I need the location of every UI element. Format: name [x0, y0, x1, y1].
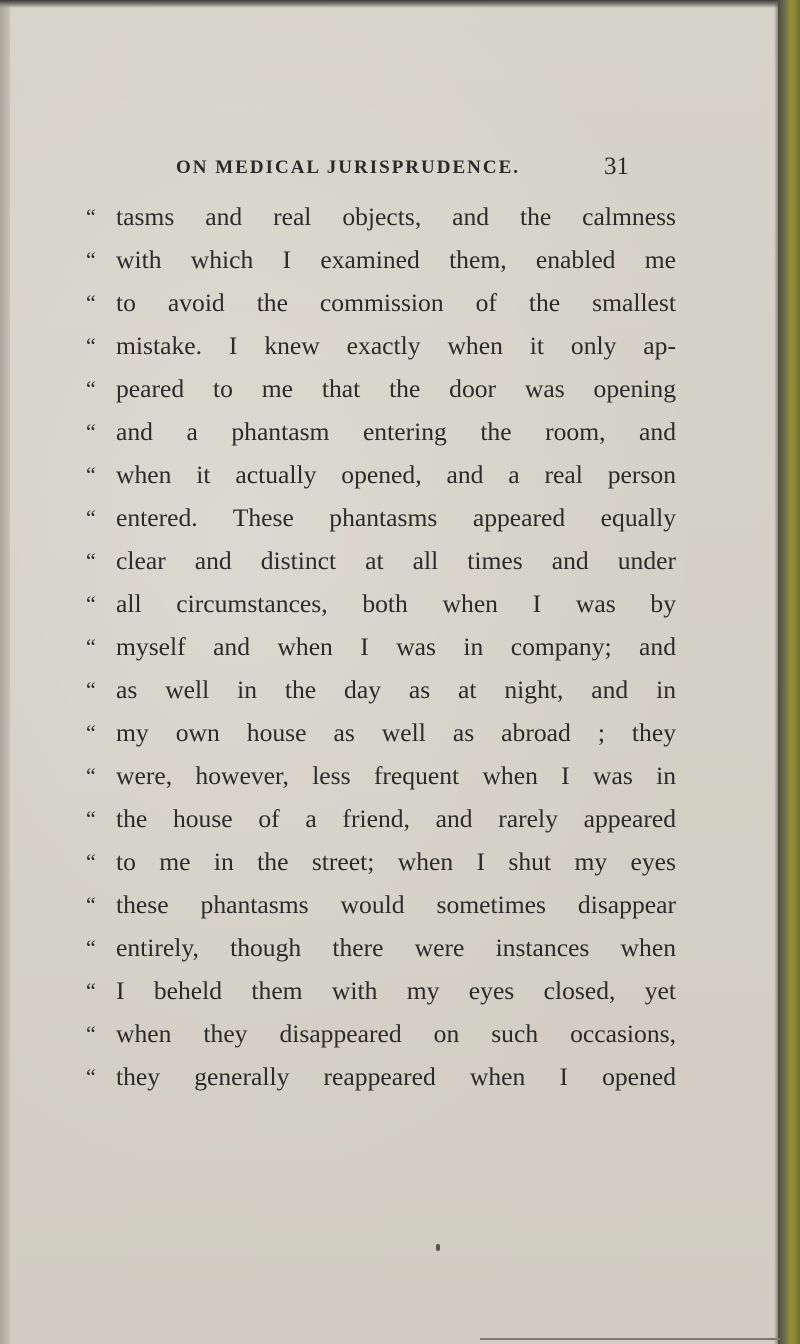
line-text: when it actually opened, and a real person [116, 460, 676, 489]
line-text: as well in the day as at night, and in [116, 675, 676, 704]
quote-mark: “ [86, 376, 96, 401]
quote-mark: “ [86, 806, 96, 831]
book-binding-edge [778, 0, 800, 1344]
text-line [86, 410, 676, 453]
text-line [86, 324, 676, 367]
quote-mark: “ [86, 720, 96, 745]
page-top-edge-shadow [0, 0, 780, 8]
quote-mark: “ [86, 978, 96, 1003]
line-text: to avoid the commission of the smallest [116, 288, 676, 317]
text-line [86, 496, 676, 539]
text-line [86, 926, 676, 969]
text-line [86, 969, 676, 1012]
quote-mark: “ [86, 548, 96, 573]
ink-fleck [436, 1244, 440, 1251]
text-line [86, 238, 676, 281]
quote-mark: “ [86, 1021, 96, 1046]
text-line [86, 1055, 676, 1098]
line-text: with which I examined them, enabled me [116, 245, 676, 274]
text-line [86, 582, 676, 625]
quote-mark: “ [86, 333, 96, 358]
line-text: tasms and real objects, and the calmness [116, 202, 676, 231]
text-line [86, 453, 676, 496]
line-text: these phantasms would sometimes disappear [116, 890, 676, 919]
quote-mark: “ [86, 1064, 96, 1089]
text-line [86, 711, 676, 754]
quote-mark: “ [86, 419, 96, 444]
line-text: entirely, though there were instances when [116, 933, 676, 962]
text-line [86, 754, 676, 797]
line-text: myself and when I was in company; and [116, 632, 676, 661]
text-line [86, 539, 676, 582]
quote-mark: “ [86, 462, 96, 487]
text-line [86, 367, 676, 410]
line-text: I beheld them with my eyes closed, yet [116, 976, 676, 1005]
line-text: were, however, less frequent when I was in [116, 761, 676, 790]
running-title: ON MEDICAL JURISPRUDENCE. [176, 157, 520, 178]
quote-mark: “ [86, 677, 96, 702]
quote-mark: “ [86, 591, 96, 616]
page-left-edge-shadow [0, 0, 10, 1344]
line-text: mistake. I knew exactly when it only ap- [116, 331, 676, 360]
line-text: entered. These phantasms appeared equally [116, 503, 676, 532]
line-text: peared to me that the door was opening [116, 374, 676, 403]
running-head [0, 153, 800, 189]
quote-mark: “ [86, 505, 96, 530]
text-line [86, 668, 676, 711]
quote-mark: “ [86, 290, 96, 315]
quote-mark: “ [86, 935, 96, 960]
text-line [86, 840, 676, 883]
quote-mark: “ [86, 634, 96, 659]
quote-mark: “ [86, 892, 96, 917]
text-line [86, 883, 676, 926]
quote-mark: “ [86, 849, 96, 874]
bottom-edge-line [480, 1338, 780, 1340]
line-text: when they disappeared on such occasions, [116, 1019, 676, 1048]
line-text: and a phantasm entering the room, and [116, 417, 676, 446]
page-number: 31 [604, 153, 629, 180]
quote-mark: “ [86, 763, 96, 788]
line-text: all circumstances, both when I was by [116, 589, 676, 618]
text-line [86, 281, 676, 324]
line-text: to me in the street; when I shut my eyes [116, 847, 676, 876]
line-text: clear and distinct at all times and under [116, 546, 676, 575]
line-text: my own house as well as abroad ; they [116, 718, 676, 747]
text-line [86, 1012, 676, 1055]
line-text: the house of a friend, and rarely appeared [116, 804, 676, 833]
line-text: they generally reappeared when I opened [116, 1062, 676, 1091]
quote-mark: “ [86, 247, 96, 272]
body-text [86, 195, 676, 1098]
text-line [86, 625, 676, 668]
text-line [86, 797, 676, 840]
text-line [86, 195, 676, 238]
quote-mark: “ [86, 204, 96, 229]
